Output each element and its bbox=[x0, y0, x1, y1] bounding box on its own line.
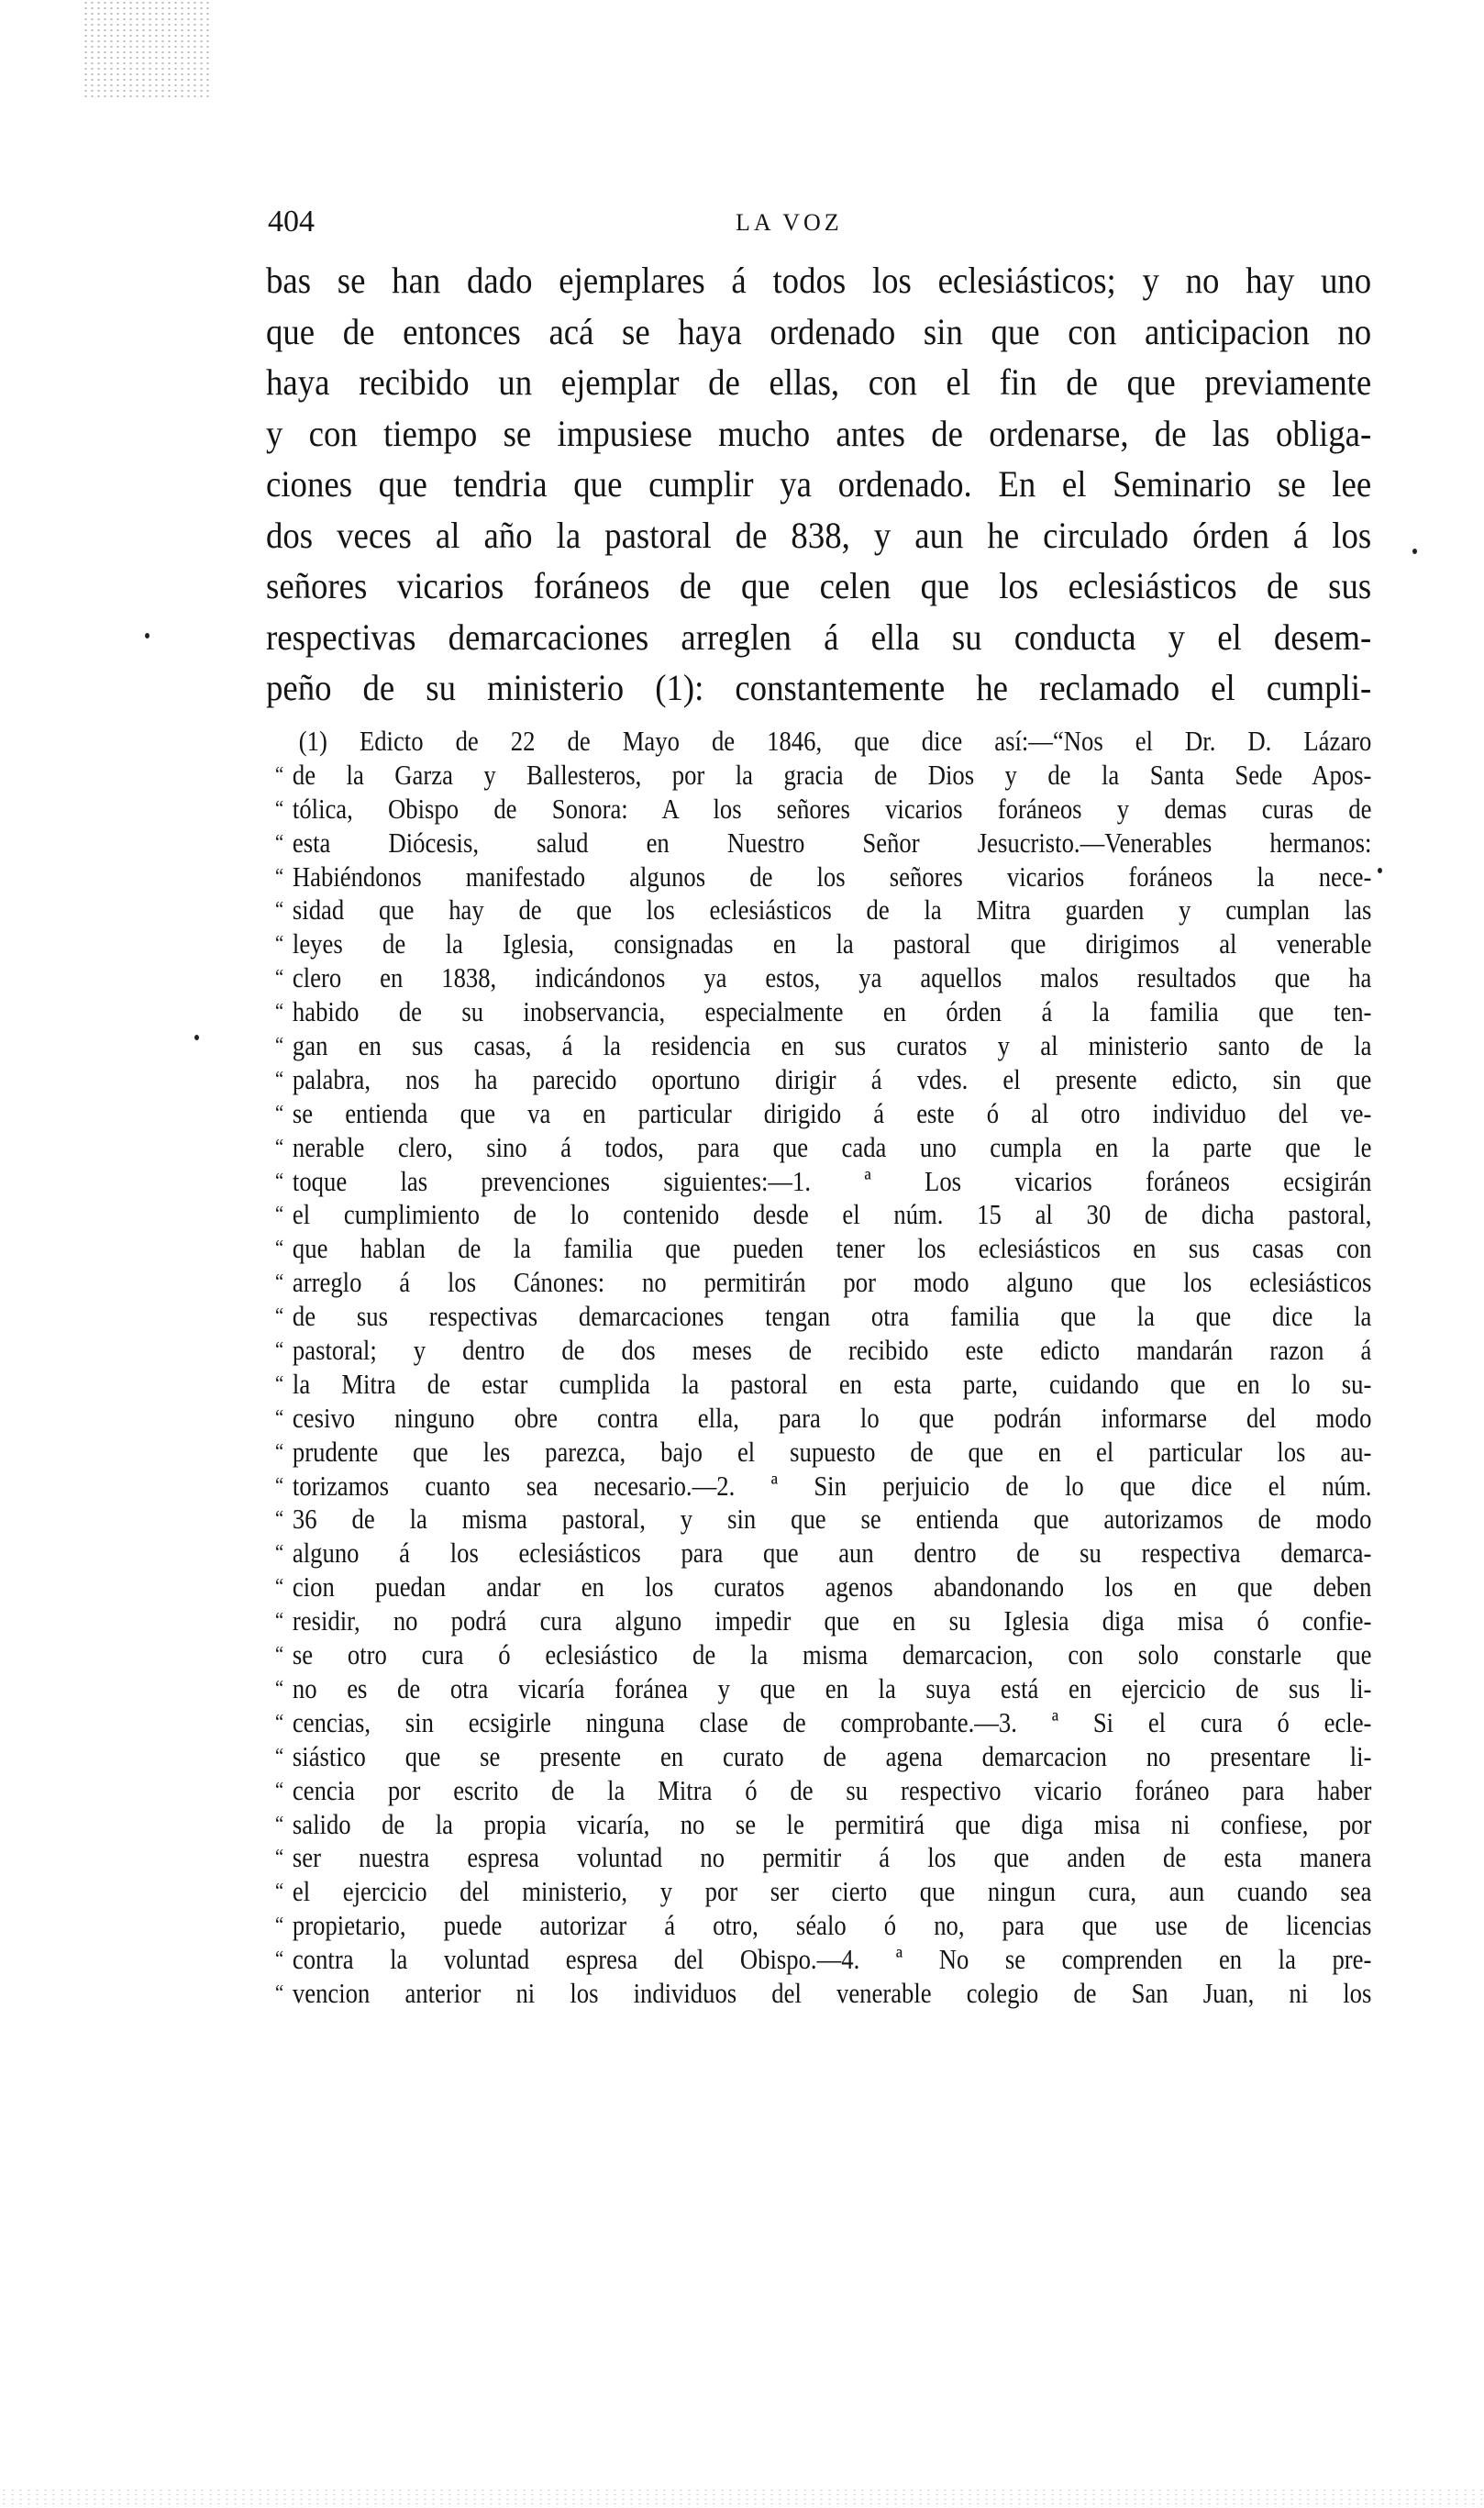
footnote-text: que hablan de la familia que pueden tener los eclesiásticos en sus casas con bbox=[292, 1232, 1372, 1265]
scan-mark bbox=[194, 1035, 199, 1040]
quote-mark: “ bbox=[275, 1271, 284, 1295]
footnote-text: la Mitra de estar cumplida la pastoral en esta parte, cuidando que en lo su- bbox=[292, 1367, 1372, 1400]
quote-mark: “ bbox=[275, 1237, 284, 1261]
body-line: que de entonces acá se haya ordenado sin que con anticipacion no bbox=[266, 310, 1372, 352]
quote-mark: “ bbox=[275, 932, 284, 957]
footnote-line bbox=[275, 1063, 1371, 1097]
footnote-line bbox=[275, 893, 1371, 927]
footnote-line bbox=[275, 1097, 1371, 1131]
footnote-text: el ejercicio del ministerio, y por ser cierto que ningun cura, aun cuando sea bbox=[292, 1875, 1372, 1908]
footnote-line bbox=[275, 1943, 1371, 1977]
footnote-text: nerable clero, sino á todos, para que cada uno cumpla en la parte que le bbox=[292, 1130, 1372, 1163]
footnote-line bbox=[275, 1334, 1371, 1368]
page-header bbox=[268, 204, 1368, 240]
footnote-line bbox=[275, 1232, 1371, 1266]
footnote-text: el cumplimiento de lo contenido desde el núm. 15 al 30 de dicha pastoral, bbox=[292, 1198, 1372, 1231]
quote-mark: “ bbox=[275, 1846, 284, 1870]
quote-mark: “ bbox=[275, 1135, 284, 1160]
footnote-text: Habiéndonos manifestado algunos de los señores vicarios foráneos la nece- bbox=[292, 860, 1372, 893]
body-line: respectivas demarcaciones arreglen á ella su conducta y el desem- bbox=[266, 616, 1372, 658]
footnote-text: clero en 1838, indicándonos ya estos, ya aquellos malos resultados que ha bbox=[292, 961, 1372, 994]
footnote-text: se otro cura ó eclesiástico de la misma demarcacion, con solo constarle que bbox=[292, 1638, 1372, 1671]
footnote-text: palabra, nos ha parecido oportuno dirigir á vdes. el presente edicto, sin que bbox=[292, 1062, 1372, 1095]
body-line: dos veces al año la pastoral de 838, y aun he circulado órden á los bbox=[266, 514, 1372, 556]
footnote-line bbox=[275, 793, 1371, 827]
footnote-text: residir, no podrá cura alguno impedir que en su Iglesia diga misa ó confie- bbox=[292, 1604, 1372, 1637]
quote-mark: “ bbox=[275, 1710, 284, 1735]
footnote bbox=[275, 725, 1371, 2011]
footnote-line bbox=[275, 1503, 1371, 1537]
footnote-text: sidad que hay de que los eclesiásticos de la Mitra guarden y cumplan las bbox=[292, 893, 1372, 927]
footnote-text: gan en sus casas, á la residencia en sus curatos y al ministerio santo de la bbox=[292, 1029, 1372, 1062]
footnote-line bbox=[275, 995, 1371, 1029]
footnote-text: salido de la propia vicaría, no se le permitirá que diga misa ni confiese, por bbox=[292, 1807, 1372, 1840]
footnote-line bbox=[275, 1266, 1371, 1300]
scan-mark bbox=[1412, 549, 1417, 554]
footnote-line bbox=[275, 1977, 1371, 2011]
quote-mark: “ bbox=[275, 1643, 284, 1668]
quote-mark: “ bbox=[275, 1676, 284, 1701]
quote-mark: “ bbox=[275, 1169, 284, 1193]
quote-mark: “ bbox=[275, 830, 284, 855]
footnote-text: contra la voluntad espresa del Obispo.—4. ª No se comprenden en la pre- bbox=[292, 1943, 1372, 1976]
footnote-line bbox=[275, 759, 1371, 793]
footnote-line bbox=[275, 725, 1371, 759]
footnote-text: toque las prevenciones siguientes:—1. ª Los vicarios foráneos ecsigirán bbox=[292, 1164, 1372, 1197]
footnote-line bbox=[275, 1029, 1371, 1063]
quote-mark: “ bbox=[275, 1981, 284, 2005]
footnote-text: cencias, sin ecsigirle ninguna clase de comprobante.—3. ª Si el cura ó ecle- bbox=[292, 1705, 1372, 1738]
footnote-line bbox=[275, 827, 1371, 860]
footnote-line bbox=[275, 1909, 1371, 1943]
footnote-line bbox=[275, 1402, 1371, 1436]
footnote-line bbox=[275, 1436, 1371, 1470]
body-line: y con tiempo se impusiese mucho antes de ordenarse, de las obliga- bbox=[266, 412, 1372, 454]
scan-mark bbox=[145, 633, 150, 638]
body-line: haya recibido un ejemplar de ellas, con el fin de que previamente bbox=[266, 361, 1372, 403]
footnote-line bbox=[275, 1706, 1371, 1740]
footnote-line bbox=[275, 1198, 1371, 1232]
footnote-text: se entienda que va en particular dirigido á este ó al otro individuo del ve- bbox=[292, 1096, 1372, 1129]
quote-mark: “ bbox=[275, 1609, 284, 1634]
quote-mark: “ bbox=[275, 1405, 284, 1430]
footnote-text: cesivo ninguno obre contra ella, para lo que podrán informarse del modo bbox=[292, 1401, 1372, 1434]
footnote-line bbox=[275, 1131, 1371, 1165]
quote-mark: “ bbox=[275, 1914, 284, 1938]
quote-mark: “ bbox=[275, 1507, 284, 1532]
quote-mark: “ bbox=[275, 1304, 284, 1329]
quote-mark: “ bbox=[275, 1439, 284, 1464]
footnote-line bbox=[275, 1841, 1371, 1875]
page-number: 404 bbox=[268, 205, 315, 239]
quote-mark: “ bbox=[275, 1744, 284, 1769]
footnote-line bbox=[275, 1808, 1371, 1842]
quote-mark: “ bbox=[275, 1575, 284, 1600]
quote-mark: “ bbox=[275, 1473, 284, 1498]
footnote-text: leyes de la Iglesia, consignadas en la pastoral que dirigimos al venerable bbox=[292, 927, 1372, 960]
footnote-text: arreglo á los Cánones: no permitirán por modo alguno que los eclesiásticos bbox=[292, 1266, 1372, 1299]
scan-noise-top bbox=[83, 0, 211, 101]
quote-mark: “ bbox=[275, 1880, 284, 1904]
quote-mark: “ bbox=[275, 1371, 284, 1396]
footnote-text: vencion anterior ni los individuos del venerable colegio de San Juan, ni los bbox=[292, 1976, 1372, 2009]
footnote-line bbox=[275, 1638, 1371, 1672]
footnote-text: torizamos cuanto sea necesario.—2. ª Sin perjuicio de lo que dice el núm. bbox=[292, 1469, 1372, 1502]
footnote-text: 36 de la misma pastoral, y sin que se entienda que autorizamos de modo bbox=[292, 1503, 1372, 1536]
footnote-line bbox=[275, 1604, 1371, 1638]
scan-noise-bottom bbox=[0, 2488, 1484, 2508]
quote-mark: “ bbox=[275, 1034, 284, 1059]
footnote-line bbox=[275, 961, 1371, 995]
footnote-line bbox=[275, 1570, 1371, 1604]
body-line: bas se han dado ejemplares á todos los eclesiásticos; y no hay uno bbox=[266, 260, 1372, 301]
footnote-text: prudente que les parezca, bajo el supuesto de que en el particular los au- bbox=[292, 1435, 1372, 1468]
footnote-line bbox=[275, 927, 1371, 961]
footnote-line bbox=[275, 1537, 1371, 1570]
quote-mark: “ bbox=[275, 1101, 284, 1126]
quote-mark: “ bbox=[275, 966, 284, 991]
quote-mark: “ bbox=[275, 762, 284, 787]
footnote-text: siástico que se presente en curato de agena demarcacion no presentare li- bbox=[292, 1739, 1372, 1772]
quote-mark: “ bbox=[275, 1000, 284, 1025]
footnote-line bbox=[275, 1368, 1371, 1402]
footnote-line bbox=[275, 1300, 1371, 1334]
footnote-text: no es de otra vicaría foránea y que en la suya está en ejercicio de sus li- bbox=[292, 1671, 1372, 1704]
footnote-text: (1) Edicto de 22 de Mayo de 1846, que dice así:—“Nos el Dr. D. Lázaro bbox=[298, 725, 1372, 757]
running-head: LA VOZ bbox=[736, 209, 843, 236]
body-line: ciones que tendria que cumplir ya ordenado. En el Seminario se lee bbox=[266, 463, 1372, 505]
quote-mark: “ bbox=[275, 1812, 284, 1837]
scan-mark bbox=[1378, 868, 1382, 873]
footnote-line bbox=[275, 1165, 1371, 1199]
body-line: peño de su ministerio (1): constantemente he reclamado el cumpli- bbox=[266, 667, 1372, 708]
footnote-line bbox=[275, 860, 1371, 894]
quote-mark: “ bbox=[275, 898, 284, 923]
quote-mark: “ bbox=[275, 1338, 284, 1363]
footnote-text: tólica, Obispo de Sonora: A los señores vicarios foráneos y demas curas de bbox=[292, 792, 1372, 825]
body-text bbox=[266, 255, 1371, 714]
quote-mark: “ bbox=[275, 1541, 284, 1566]
footnote-text: de sus respectivas demarcaciones tengan otra familia que la que dice la bbox=[292, 1300, 1372, 1333]
footnote-text: propietario, puede autorizar á otro, séalo ó no, para que use de licencias bbox=[292, 1909, 1372, 1942]
footnote-text: ser nuestra espresa voluntad no permitir á los que anden de esta manera bbox=[292, 1841, 1372, 1874]
footnote-line bbox=[275, 1672, 1371, 1706]
quote-mark: “ bbox=[275, 1067, 284, 1092]
body-line: señores vicarios foráneos de que celen que los eclesiásticos de sus bbox=[266, 565, 1372, 606]
footnote-line bbox=[275, 1470, 1371, 1504]
footnote-line bbox=[275, 1740, 1371, 1774]
quote-mark: “ bbox=[275, 864, 284, 889]
quote-mark: “ bbox=[275, 1203, 284, 1227]
footnote-text: pastoral; y dentro de dos meses de recibido este edicto mandarán razon á bbox=[292, 1334, 1372, 1367]
footnote-text: cencia por escrito de la Mitra ó de su respectivo vicario foráneo para haber bbox=[292, 1773, 1372, 1806]
footnote-text: cion puedan andar en los curatos agenos abandonando los en que deben bbox=[292, 1570, 1372, 1604]
footnote-text: esta Diócesis, salud en Nuestro Señor Jesucristo.—Venerables hermanos: bbox=[292, 826, 1372, 859]
footnote-text: alguno á los eclesiásticos para que aun dentro de su respectiva demarca- bbox=[292, 1537, 1372, 1570]
quote-mark: “ bbox=[275, 1778, 284, 1803]
footnote-text: de la Garza y Ballesteros, por la gracia de Dios y de la Santa Sede Apos- bbox=[292, 758, 1372, 791]
quote-mark: “ bbox=[275, 1948, 284, 1972]
footnote-text: habido de su inobservancia, especialmente en órden á la familia que ten- bbox=[292, 995, 1372, 1028]
footnote-line bbox=[275, 1774, 1371, 1808]
footnote-line bbox=[275, 1875, 1371, 1909]
quote-mark: “ bbox=[275, 796, 284, 821]
